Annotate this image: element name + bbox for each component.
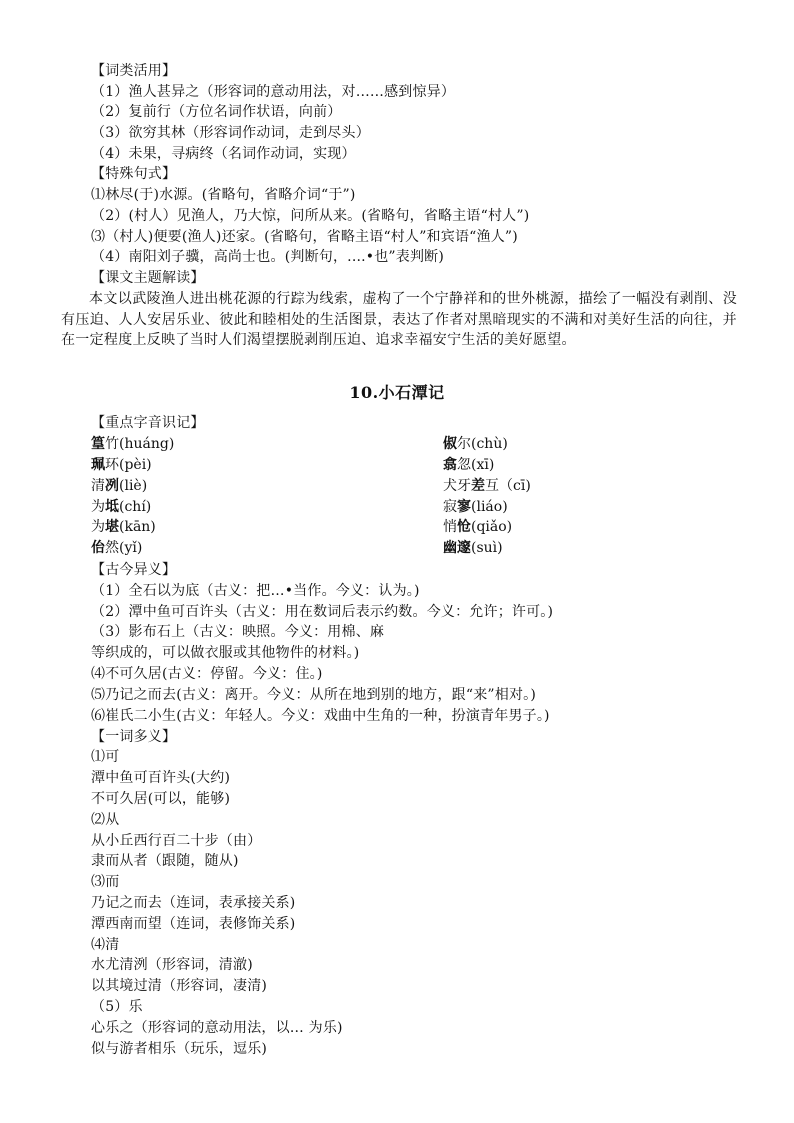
list-item: ⑷清 bbox=[91, 937, 120, 953]
section-heading-teshu: 【特殊句式】 bbox=[91, 166, 177, 182]
pronunciation-item: 悄怆(qiǎo) bbox=[443, 519, 513, 535]
pronunciation-item: 幽邃(suì) bbox=[443, 540, 503, 556]
list-item: 隶而从者（跟随，随从) bbox=[91, 853, 239, 869]
list-item: 不可久居(可以，能够) bbox=[91, 791, 231, 807]
list-item: （1）渔人甚异之（形容词的意动用法，对……感到惊异） bbox=[91, 84, 456, 100]
list-item: 潭西南而望（连词，表修饰关系) bbox=[91, 916, 296, 932]
list-item: 水尤清洌（形容词，清澈) bbox=[91, 957, 253, 973]
section-heading-gujin: 【古今异义】 bbox=[91, 562, 177, 578]
list-item: （1）全石以为底（古义：把…•当作。今义：认为。) bbox=[91, 583, 420, 599]
list-item: 从小丘西行百二十步（由） bbox=[91, 833, 262, 849]
list-item: （3）影布石上（古义：映照。今义：用棉、麻 bbox=[91, 624, 385, 640]
list-item: ⑴林尽(于)水源。(省略句，省略介词“于”) bbox=[91, 187, 356, 203]
list-item: ⑶（村人)便要(渔人)还家。(省略句，省略主语“村人”和宾语“渔人”) bbox=[91, 229, 518, 245]
section-heading-zhuti: 【课文主题解读】 bbox=[91, 270, 205, 286]
list-item: 等织成的，可以做衣服或其他物件的材料。) bbox=[91, 645, 360, 661]
list-item: （3）欲穷其林（形容词作动词，走到尽头） bbox=[91, 125, 370, 141]
list-item: （2）潭中鱼可百许头（古义：用在数词后表示约数。今义：允许；许可。) bbox=[91, 604, 554, 620]
pronunciation-item: 俶尔(chù) bbox=[443, 436, 508, 452]
list-item: ⑸乃记之而去(古义：离开。今义：从所在地到别的地方，跟“来”相对。) bbox=[91, 687, 537, 703]
list-item: 似与游者相乐（玩乐，逗乐) bbox=[91, 1041, 268, 1057]
list-item: 乃记之而去（连词，表承接关系) bbox=[91, 895, 296, 911]
pronunciation-item: 寂寥(liáo) bbox=[443, 499, 508, 515]
pronunciation-item: 为堪(kān) bbox=[91, 519, 156, 535]
section-heading-duoyi: 【一词多义】 bbox=[91, 729, 177, 745]
pronunciation-item: 佁然(yǐ) bbox=[91, 540, 143, 556]
pronunciation-item: 篁竹(huáng) bbox=[91, 436, 175, 452]
list-item: 以其境过清（形容词，凄清) bbox=[91, 978, 268, 994]
list-item: 心乐之（形容词的意动用法，以… 为乐) bbox=[91, 1020, 343, 1036]
pronunciation-item: 翕忽(xī) bbox=[443, 457, 495, 473]
pronunciation-item: 珮环(pèi) bbox=[91, 457, 152, 473]
list-item: （2）复前行（方位名词作状语，向前） bbox=[91, 104, 342, 120]
list-item: （4）南阳刘子骥，高尚士也。(判断句，....•也”表判断) bbox=[91, 249, 445, 265]
theme-paragraph: 本文以武陵渔人进出桃花源的行踪为线索，虚构了一个宁静祥和的世外桃源，描绘了一幅没有剥削、没有压迫、人人安居乐业、彼此和睦相处的生活图景，表达了作者对黑暗现实的不满和对美好生活的向往，并在一定程度上反映了当时人们渴望摆脱剥削压迫、追求幸福安宁生活的美好愿望。 bbox=[61, 291, 737, 349]
lesson-title: 10.小石潭记 bbox=[349, 383, 445, 402]
list-item: （2）(村人）见渔人，乃大惊，问所从来。(省略句，省略主语“村人”) bbox=[91, 208, 530, 224]
list-item: ⑷不可久居(古义：停留。今义：住。) bbox=[91, 666, 323, 682]
list-item: ⑵从 bbox=[91, 812, 120, 828]
list-item: ⑴可 bbox=[91, 749, 120, 765]
section-heading-cilei: 【词类活用】 bbox=[91, 63, 177, 79]
pronunciation-item: 为坻(chí) bbox=[91, 499, 152, 515]
list-item: （5）乐 bbox=[91, 999, 143, 1015]
list-item: 潭中鱼可百许头(大约) bbox=[91, 770, 231, 786]
section-heading-ziyin: 【重点字音识记】 bbox=[91, 415, 205, 431]
list-item: ⑶而 bbox=[91, 874, 120, 890]
list-item: （4）未果，寻病终（名词作动词，实现） bbox=[91, 146, 356, 162]
pronunciation-item: 清冽(liè) bbox=[91, 478, 148, 494]
list-item: ⑹崔氏二小生(古义：年轻人。今义：戏曲中生角的一种，扮演青年男子。) bbox=[91, 708, 550, 724]
pronunciation-item: 犬牙差互（cī) bbox=[443, 478, 531, 494]
